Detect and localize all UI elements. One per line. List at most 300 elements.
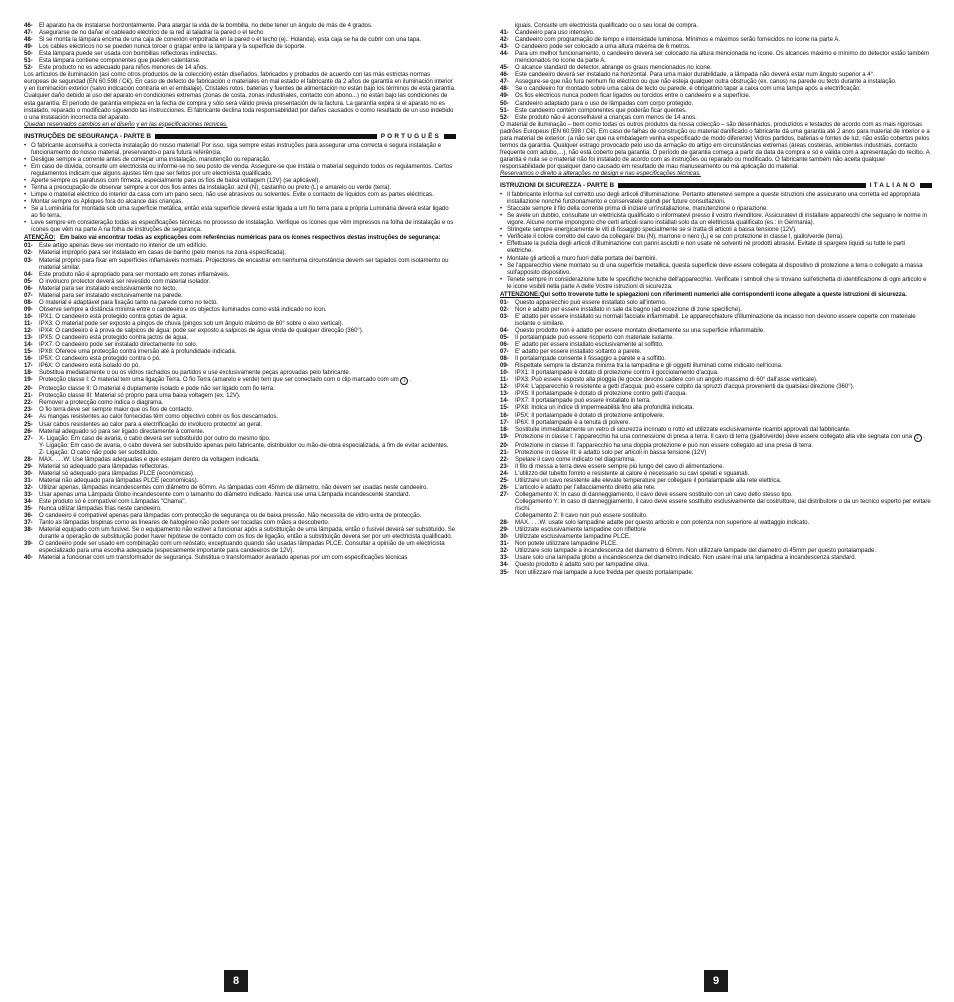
list-item [24,449,456,456]
item-number: 13- [500,390,509,398]
item-number: 16- [500,411,509,419]
bullet-icon: • [500,191,503,199]
page-number-left: 8 [224,970,248,992]
item-text: As mangas resistentes ao calor fornecidas têm como objectivo cobrir os fios descarnados. [39,413,279,421]
item-number: 47- [24,29,33,37]
item-text: IP6X: O candeeiro está isolado do pó. [39,362,140,370]
language-label: ITALIANO [869,182,917,190]
list-item [24,320,456,327]
list-item [500,78,932,85]
list-item [24,442,456,449]
bullet-icon: • [500,275,503,283]
bullet-item [24,184,456,191]
spanish-numbered-list [24,22,456,71]
item-text: Este candeeiro contém componentes que poderão ficar quentes. [515,106,687,114]
item-text: Non potete utilizzare lampadine PLCE. [515,540,618,548]
list-item [500,334,932,341]
item-text: Protezione in classe III: è adatto solo per articoli in bassa tensione (12V) [515,448,707,456]
item-number: 25- [24,420,33,428]
item-number: 08- [24,298,33,306]
list-item [24,369,456,376]
list-item [500,412,932,419]
bullet-text: Se a Luminária for montada sob uma superfície metálica, então esta superfície deverá estar ligada a um fio terra para a própria Luminária deverá estar ligado ao fio terra. [31,205,449,220]
item-number [24,449,39,456]
bullet-text: Effettuate la pulizia degli articoli d'illuminazione con panni asciutti e non usate nè solventi nè prodotti abrasivi. Evitate di spargere liquidi su tutte le parti elettriche. [507,240,906,255]
item-number: 38- [24,526,33,534]
list-item [24,29,456,36]
item-text: Si se monta la lámpara encima de una caja de conexión empotrada en la pared o el techo (ej.: Holanda), esta caja se ha de cubrir con una tapa. [39,36,422,44]
item-number: 46- [24,22,33,29]
list-item [24,242,456,249]
language-label: PORTUGUÊS [380,132,441,140]
item-number: 29- [500,526,509,534]
item-number: 50- [500,99,509,107]
list-item [500,419,932,426]
item-number: 14- [24,341,33,349]
item-text: O candeeiro pode ser usado em combinação com um reóstato, exceptuando quando são usadas lâmpadas PLCE. Consultar a opinião de um electricista especializado para uma escolha adequada (especialmente importante para candeeiros de 12V). [39,540,445,555]
item-text: E' adatto per essere installato esclusivamente al soffitto. [515,341,664,349]
item-text: Candeeiro para uso intensivo. [515,29,595,37]
list-item [24,292,456,299]
list-item [500,404,932,411]
list-item [24,341,456,348]
bullet-text: O fabricante aconselha a correcta instalação do nosso material! Por isso, siga sempre estas instruções para assegurar uma correcta e segura instalação e funcionamento do nosso material, preservando-o para futura referência. [31,141,442,156]
item-number: 27- [24,434,33,442]
bullet-item [24,205,456,219]
item-number: 07- [24,291,33,299]
earth-ground-icon: ⏚ [915,434,921,441]
bullet-text: Verificate il colore corretto del cavo da collegare: blu (N), marrone o nero (L) e se con protezione in classe I, giallo/verde (terra). [507,233,844,241]
item-number: 20- [24,385,33,393]
item-number: 21- [24,392,33,400]
bullet-icon: • [500,261,503,269]
item-number: 30- [24,469,33,477]
bullet-item [500,262,932,276]
list-item [500,547,932,554]
portuguese-reserved-notice: Reservamos o direito a alterações no design e nas especificações técnicas. [500,169,701,177]
list-item [500,299,932,306]
list-item [24,64,456,71]
italian-numbered-list [500,299,932,576]
bullet-text: Tenha a preocupação de observar sempre a cor dos fios antes da instalação: azul (N), castanho ou preto (L) e amarelo ou verde (terra). [31,184,392,192]
item-text: IPX7: Il portalampade può essere installato in terra. [515,397,651,405]
list-item [500,540,932,547]
item-text: O alcance standard do detector, abrange os graus mencionados no ícone. [515,64,712,72]
item-number: 52- [24,64,33,72]
list-item [500,569,932,576]
bullet-icon: • [24,219,27,227]
item-text: Substitua imediatamente o ou os vidros rachados ou partidos e use exclusivamente peças aprovadas pelo fabricante. [39,369,351,377]
portuguese-warranty-text: O material de iluminação – bem como todas os outros produtos da nossa colecção – são desenhados, produzidos e testados de acordo com as mais rigorosas padrões Europeus (EN 60.598 / C€). Em caso de falhas de construção ou material danificado o fabricante dá uma garantia até 2 anos para material de interior e a para material de exterior. (a não ser que na embalagem venha especificado de modo diferente) Vidros partidos, baterias e fontes de luz, não estão cobertos pelos termos da garantia. Qualquer estrago provocado pelo uso da armação do artigo em circunstâncias extremas (áreas costeiras, ambientes industriais, contacto frequente com adubo,...), não está coberto pela garantia. O período de garantia começa a partir da data da compra e só é válida com a apresentação do recibo. A garantia é nula se o material não foi instalado de acordo com as instruções ou reparado ou modificado. O fabricante também não aceita qualquer responsabilidade por qualquer dano causado em resultado de mau manuseamento ou má aplicação do material. [500,120,930,170]
list-item [500,64,932,71]
item-text: IPX3: O material pode ser exposto a pingos de chuva (pingos sob um ângulo máximo de 60° sobre o eixo vertical). [39,319,344,327]
item-number: 19- [500,432,509,440]
list-item [500,442,932,449]
list-item [24,355,456,362]
item-number: 17- [500,418,509,426]
bullet-text: Em caso de dúvida, consulte um electricista ou informe-se no seu posto de venda. Assegure-se que instala o material seguindo todos os regulamentos. Certos regulamentos indicam que alguns ajustes têm que ser feitos por um electricista qualificado. [31,162,453,177]
item-text: Protecção classe II: O material é duplamente isolado e pode não ser ligado com fio terra. [39,385,275,393]
item-text: Usare solo una lampada globo a incandescenza del diametro indicato. Non usare mai una lampadina a incandescenza standard. [515,554,857,562]
list-item [24,554,456,561]
bullet-text: Montar sempre os Apliques fora do alcance das crianças. [31,198,184,206]
item-text: Il portalampade può essere ricoperto con materiale isolante. [515,334,674,342]
item-text: Spelare il cavo come indicato nel diagramma. [515,455,636,463]
list-item [24,348,456,355]
item-number: 19- [24,376,33,384]
item-text: Remover a protecção como indica o diagrama. [39,399,164,407]
list-item [500,327,932,334]
bullet-item [24,156,456,163]
list-item [500,533,932,540]
item-number: 26- [24,427,33,435]
item-number: 41- [500,29,509,37]
item-number: 18- [500,425,509,433]
item-number: 07- [500,348,509,356]
item-number: 11- [500,376,509,384]
item-number: 03- [500,312,509,320]
item-text: Utilizzate esclusivamente lampadine PLCE. [515,533,631,541]
bullet-item [24,198,456,205]
item-number: 23- [500,462,509,470]
item-number: 26- [500,483,509,491]
item-text: Questo apparecchio può essere installato solo all'interno. [515,298,667,306]
bullet-text: Staccate sempre il filo della corrente prima di iniziare un'installazione, manutenzione o riparazione. [507,205,768,213]
attention-label: ATTENZIONE: [500,290,540,298]
item-number: 22- [24,399,33,407]
bullet-icon: • [24,176,27,184]
item-text: IPX8: Oferece uma protecção contra imersão até à profundidade indicada. [39,348,237,356]
list-item [24,249,456,256]
list-item [500,29,932,36]
list-item [24,505,456,512]
item-text: Este produto não é apropriado para ser montado em zonas inflamáveis. [39,270,230,278]
item-text: O material é adaptável para fixação tanto na parede como no tecto. [39,298,218,306]
item-number: 14- [500,397,509,405]
list-item [24,421,456,428]
list-item [500,426,932,433]
item-number: 04- [24,270,33,278]
list-item [500,470,932,477]
item-number: 06- [500,341,509,349]
list-item [24,435,456,442]
item-number: 44- [500,50,509,58]
list-item [24,406,456,413]
bullet-text: Stringete sempre energicamente le viti di fissaggio specialmente se si tratta di articoli a bassa tensione (12V). [507,226,797,234]
item-text: IP5X: Il portalampade è dotato di protezione antipolvere. [515,411,665,419]
header-rule [155,134,377,139]
item-text: IP6X: Il portalampade è a tenuta di polvere. [515,418,631,426]
item-number: 31- [500,540,509,548]
list-item [500,449,932,456]
item-text: Questo prodotto è adatto solo per lampadine oliva. [515,561,650,569]
item-text: IPX7: O candeeiro pode ser instalado directamente no solo. [39,341,198,349]
item-text: O fio terra deve ser sempre maior que os fios de contacto. [39,406,194,414]
item-text: Este producto no es adecuado para niños menores de 14 años. [39,64,208,72]
item-number: 12- [24,326,33,334]
list-item [24,257,456,271]
item-number: 22- [500,455,509,463]
spanish-reserved-notice: Quedan reservados cambios en el diseño y en las especificaciones técnicas. [24,120,228,128]
item-number: 02- [24,249,33,257]
bullet-icon: • [500,212,503,220]
item-number: 15- [500,404,509,412]
list-item [24,392,456,399]
item-number: 28- [24,455,33,463]
list-item [500,92,932,99]
item-text: Material para ser instalado exclusivamente na parede. [39,291,183,299]
item-number: 09- [500,362,509,370]
item-text: Protezione in classe I: l'apparecchio ha una connessione di presa a terra. Il cavo di terra (giallo/verde) deve essere collegato alla vite segnata con una ⏚ . [515,432,925,441]
item-number: 40- [24,554,33,562]
earth-ground-icon: ⏚ [401,378,407,385]
list-item [500,554,932,561]
list-item [500,306,932,313]
list-item [24,313,456,320]
item-number: 17- [24,362,33,370]
list-item [24,491,456,498]
item-text: E' adatto per essere installato soltanto a parete. [515,348,642,356]
item-number: 13- [24,334,33,342]
bullet-text: Leve sempre em consideração todas as especificações técnicas no processo de instalação. Verifique os ícones que vêm impressos na folha de instalação e os ícones que vêm na parte A na folha de instruções de segurança. [31,219,454,234]
item-number: 51- [24,57,33,65]
list-item [24,278,456,285]
bullet-item [500,226,932,233]
list-item [500,107,932,114]
item-text: Este produto só é compatível com Lâmpadas "Chama". [39,498,187,506]
list-item [24,334,456,341]
item-number [500,498,515,512]
item-number: 39- [24,540,33,548]
item-text: Material só adequado para lâmpadas reflectoras. [39,462,170,470]
bullet-icon: • [24,198,27,206]
item-number: 24- [500,469,509,477]
item-text: Utilizzare un cavo resistente alle elevate temperature per collegare il portalampade alla rete elettrica. [515,476,782,484]
item-number: 35- [24,505,33,513]
portuguese-numbered-list [24,242,456,561]
attention-text: Em baixo vai encontrar todas as explicações com referências numéricas para os ícones respectivos destas instruções de segurança: [60,234,441,242]
bullet-item [24,191,456,198]
spanish-warranty-text: Los artículos de iluminación (así como otros productos de la colección) están diseñados, fabricados y probados de acuerdo con las más estrictas normas europeas de seguridad (EN 60.598 / C€). En caso de defecto de fabricación o materiales en mal estado el fabricante da 2 años de garantía en iluminación interior y en iluminación exterior (salvo indicación contraria en el embalaje). Cristales rotos, baterías y fuentes de alimentación no están bajo los términos de esta garantía. Cualquier daño debido al uso del aparato en condiciones extremas (zonas de costa, zonas industriales, contacto con abono...) no están bajo las condiciones de esta garantía. El período de garantía empieza en la fecha de compra y sólo será válido previa presentación de la factura. La garantía expira si el aparato no es instalado, reparado o modificado siguiendo las instrucciones. El fabricante declina toda responsabilidad por daños causados o como resultado de un uso indebido o una instalación incorrecta del aparato. [24,71,456,121]
bullet-icon: • [500,205,503,213]
list-item [500,43,932,50]
list-item [500,114,932,121]
item-text: Utilizar apenas, lâmpadas incandescentes com diâmetro de 60mm. As lâmpadas com 45mm de diâmetro, não devem ser usadas neste candeeiro. [39,483,428,491]
list-item [500,456,932,463]
header-rule [618,183,866,188]
item-number [500,512,515,519]
item-text: Material não adequado para lâmpadas PLCE (económicas). [39,476,199,484]
bullet-icon: • [500,240,503,248]
bullet-item [500,276,932,290]
list-item [24,285,456,292]
list-item [24,50,456,57]
item-text: Collegamento X: In caso di danneggiamento, il cavo deve essere sostituito con un cavo dello stesso tipo. [515,491,793,498]
bullet-text: Se avete un dubbio, consultate un elettricista qualificato o informatevi presso il vostro rivenditore. Assicuratevi di installare apparecchi che seguano le norme in vigore. Alcune norme impongono che certi articoli siano installati solo da un elettricista qualificato (es.: in Germania). [507,212,927,227]
item-text: Il portalampade consente il fissaggio a parete e a soffitto. [515,355,667,363]
item-number: 11- [24,319,33,327]
item-text: IP5X: O candeeiro está protegido contra o pó. [39,355,161,363]
item-text: Non utilizzare mai lampade a luce fredda per questo portalampade. [515,568,694,576]
list-item [24,299,456,306]
item-text: Material próprio para fixar em superfícies inflamáveis normais. Projectores de encastrar em nenhuma circunstância devem ser tapados com isolamento ou material similar. [39,256,449,271]
item-number: 51- [500,106,509,114]
item-number: 20- [500,441,509,449]
list-item [500,362,932,369]
bullet-item [500,255,932,262]
item-text: MAX. . . .W: Use lâmpadas adequadas e que estejam dentro da voltagem indicada. [39,455,260,463]
item-text: Assegure-se que não fura nenhum fio eléctrico ou que não esteja qualquer outra obstrução (ex. canos) na parede ou tecto durante a instalação. [515,78,897,86]
item-number: 34- [500,561,509,569]
item-number: 08- [500,355,509,363]
item-text: Questo prodotto non è adatto per essere montato direttamente su una superficie infiammabile. [515,326,765,334]
item-number: 02- [500,305,509,313]
item-number: 04- [500,326,509,334]
list-item [500,71,932,78]
list-item [500,526,932,533]
item-number: 01- [24,242,33,250]
bullet-icon: • [500,254,503,262]
bullet-text: Tenete sempre in considerazione tutte le specifiche tecniche dell'apparecchio. Verificate i simboli che si trovano sull'etichetta di identificazione di ogni articolo e le icone visibili nella parte A delle Vostre istruzioni di sicurezza. [507,275,927,290]
list-item [500,561,932,568]
item-number: 31- [24,476,33,484]
item-text: MAX. . . .W: usate solo lampadine adatte per questo articolo e con potenza non superiore al wattaggio indicato. [515,519,810,527]
page-number-right: 9 [704,970,728,992]
item-text: Material impróprio para ser instalado em casas de banho (pelo menos na zona especificada). [39,249,287,257]
list-item [24,477,456,484]
list-item [500,491,932,498]
item-text: Material só adequado para lâmpadas PLCE (económicas). [39,469,195,477]
item-number: 15- [24,348,33,356]
item-text: El aparato ha de instalarse horizontalmente. Para alargar la vida de la bombilla, no debe tener un ángulo de más de 4 grados. [39,22,373,29]
item-number: 32- [24,483,33,491]
attention-text: Qui sotto troverete tutte le spiegazioni con riferimenti numerici alle corrispondenti icone allegate a queste istruzioni di sicurezza. [539,290,907,298]
list-item [24,484,456,491]
list-item [500,369,932,376]
list-item [500,348,932,355]
item-number: 50- [24,50,33,58]
item-text: Material para ser instalado exclusivamente no tecto. [39,284,177,292]
item-number: 35- [500,568,509,576]
item-number: 32- [500,547,509,555]
bullet-item [24,219,456,233]
item-text: X- Ligação: Em caso de avaria, o cabo deverá ser substituído por outro do mesmo tipo. [39,434,271,442]
item-number: 21- [500,448,509,456]
list-item [24,470,456,477]
list-item [24,519,456,526]
item-text: Material equipado com um fusível. Se o equipamento não estiver a funcionar após a substituição de uma lâmpada, então o fusível deverá ser substituído. Se durante a operação de substituição poder haver hipótese de contacto com os fios de ligação, então a substituição deverá ser por um electricista qualificado. [39,526,456,541]
bullet-item [24,142,456,156]
list-item [24,428,456,435]
item-text: Material adequado só para ser ligado directamente à corrente. [39,427,205,435]
list-item [500,355,932,362]
item-text: Candeeiro com programação de tempo e intensidade luminosa. Mínimos e máximos serão fornecidos no ícone na parte A. [515,36,840,44]
item-text: IPX1: O candeeiro está protegido contra gotas de água. [39,312,188,320]
list-item [24,43,456,50]
bullet-item [24,163,456,177]
list-item [24,512,456,519]
item-number: 01- [500,298,509,306]
item-number: 36- [24,512,33,520]
item-text: Los cables eléctricos no se pueden nunca torcer o grapar entre la lámpara y la superficie de soporte. [39,43,306,51]
portuguese-attention [24,234,456,241]
list-item [24,306,456,313]
bullet-item [24,177,456,184]
item-text: Se o candeeiro for montado sobre uma caixa de tecto ou parede, é obrigatório tapar a caixa com uma tampa após a electrificação. [515,85,861,93]
bullet-icon: • [24,191,27,199]
list-item [24,385,456,392]
item-number: 30- [500,533,509,541]
item-number: 49- [24,43,33,51]
item-text: Usar apenas uma Lâmpada Globo incandescente com o tamanho do diâmetro indicado. Nunca use uma Lâmpada incandescente standard. [39,491,411,498]
item-text: IPX4: L'apparecchio è resistente a getti d'acqua: può essere colpito da spruzzi d'acqua provenienti da qualsiasi direzione (360°). [515,383,855,391]
bullet-text: Il fabbricante informa sul corretto uso degli articoli d'illuminazione. Pertanto attenetevi sempre a queste istruzioni che assicurano una corretta ed appropriata installazione nonché funzionamento e conservatele quindi per future consultazioni. [507,191,920,206]
item-text: Utilizzare solo lampade a incandescenza del diametro di 60mm. Non utilizzare lampade del diametro di 45mm per questo portalampade. [515,547,877,555]
list-item [500,36,932,43]
item-text: Il filo di messa a terra deve essere sempre più lungo del cavo di alimentazione. [515,462,725,470]
item-number: 25- [500,476,509,484]
bullet-icon: • [24,155,27,163]
bullet-icon: • [24,205,27,213]
item-text: Collegamento Z: Il cavo non può essere sostituito. [515,512,648,520]
portuguese-bullet-list [24,142,456,234]
item-text: Collegamento Y: In caso di danneggiamento, il cavo deve essere sostituito esclusivamente dal costruttore, dal distributore o da un tecnico esperto per evitare rischi. [515,498,931,513]
item-text: Asegurarse de no dañar el cableado eléctrico de la red al taladrar la pared o el techo [39,29,264,37]
item-text: IPX5: O candeeiro está protegido contra jactos de água. [39,334,189,342]
item-text: Protecção classe III: Material só próprio para uma baixa voltagem (ex. 12V). [39,392,241,400]
list-item [24,22,456,29]
item-text: IPX8: Indica un indice di impermeabilità fino alla profondità indicata. [515,404,695,412]
bullet-item [500,191,932,205]
list-item [500,519,932,526]
item-number: 49- [500,92,509,100]
portuguese-continued-text: iguais. Consulte um electricista qualificado ou o seu local de compra. [515,22,698,29]
list-item [500,433,932,442]
item-text: Rispettate sempre la distanza minima tra la lampadina e gli oggetti illuminati come indicato nell'icona. [515,362,783,370]
italian-bullet-list [500,191,932,290]
attention-label: ATENÇÃO: [24,234,56,242]
item-number: 10- [500,369,509,377]
section-title: INSTRUÇÕES DE SEGURANÇA - PARTE B [24,132,151,140]
item-number [24,442,39,449]
list-item [24,376,456,385]
item-text: Tanto as lâmpadas bispinas como as lineares de halogéneo não podem ser tocadas com mãos a descoberto. [39,519,330,527]
item-text: Esta lámpara puede ser usada con bombillas reflectoras indirectas. [39,50,218,58]
item-number: 03- [24,256,33,264]
item-text: Este produto não é aconselhável a crianças com menos de 14 anos. [515,113,697,121]
list-item [500,376,932,383]
item-text: E' adatto per essere installato su normali facciate infiammabili. Le apparecchiature d'illuminazione da incasso non devono essere coperte con materiale isolante o similare. [515,312,916,327]
list-item [500,498,932,512]
item-number: 34- [24,498,33,506]
list-item [500,383,932,390]
bullet-text: Limpe o material eléctrico do interior da casa com um pano seco, não use abrasivos ou solventes. Evite o contacto de líquidos com as partes eléctricas. [31,191,434,199]
portuguese-numbered-list-continued [500,29,932,121]
italian-section-header [500,182,932,189]
item-text: Protezione in classe II: l'apparecchio ha una doppia protezione e può non essere collegato ad una presa di terra. [515,441,814,449]
item-number: 05- [500,334,509,342]
item-text: IPX1: Il portalampade è dotato di protezione contro il gocciolamento d'acqua. [515,369,719,377]
list-item [24,36,456,43]
item-text: Non è adatto per essere installato in sale da bagno (ad eccezione di zone specifiche). [515,305,742,313]
list-item [24,526,456,540]
list-item [500,50,932,64]
item-text: Z- Ligação: O cabo não pode ser substituído. [39,448,159,456]
item-number: 48- [500,85,509,93]
bullet-item [500,212,932,226]
list-item [500,463,932,470]
item-text: O candeeiro pode ser colocado a uma altura máxima de 6 metros. [515,43,691,51]
